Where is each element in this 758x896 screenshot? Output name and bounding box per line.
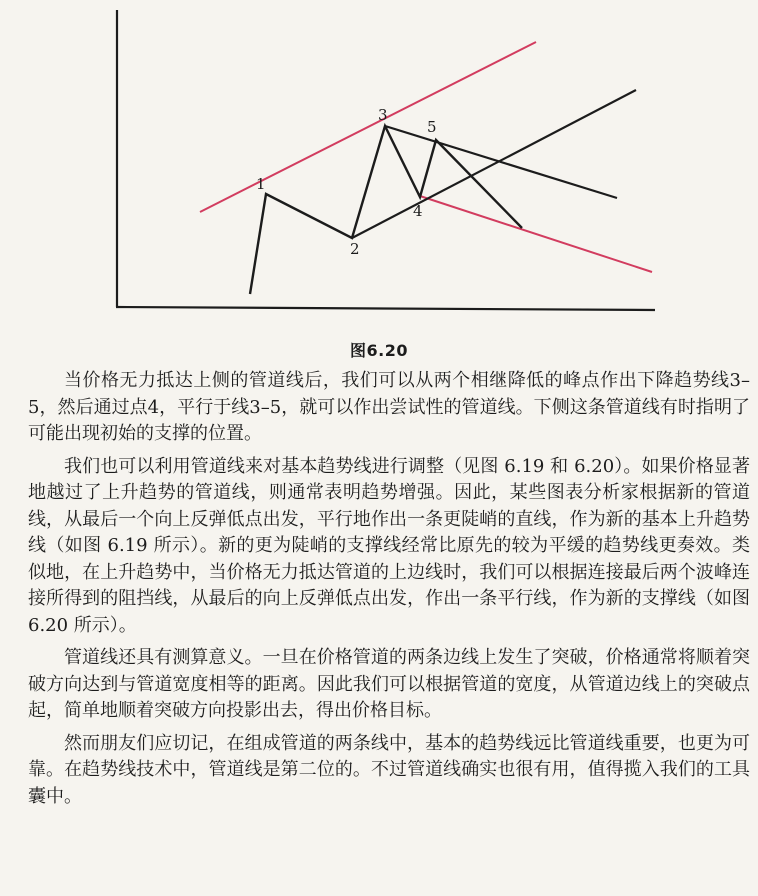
point-label-2: 2 (350, 240, 360, 258)
point-label-1: 1 (256, 175, 266, 193)
lower-channel-line (420, 196, 652, 272)
point-label-5: 5 (427, 118, 437, 136)
paragraph: 当价格无力抵达上侧的管道线后，我们可以从两个相继降低的峰点作出下降趋势线3–5，然后通过点4，平行于线3–5，就可以作出尝试性的管道线。下侧这条管道线有时指明了可能出现初始的支撑的位置。 (28, 370, 750, 444)
x-axis (116, 307, 655, 310)
paragraph: 管道线还具有测算意义。一旦在价格管道的两条边线上发生了突破，价格通常将顺着突破方向达到与管道宽度相等的距离。因此我们可以根据管道的宽度，从管道边线上的突破点起，简单地顺着突破方向投影出去，得出价格目标。 (28, 647, 750, 721)
down-trend-line-3-5 (385, 126, 617, 198)
channel-line-figure (0, 0, 758, 340)
price-path (250, 126, 522, 294)
body-text (28, 368, 750, 810)
figure-caption: 图6.20 (350, 341, 408, 360)
point-label-4: 4 (413, 202, 423, 220)
paragraph: 我们也可以利用管道线来对基本趋势线进行调整（见图 6.19 和 6.20）。如果价格显著地越过了上升趋势的管道线，则通常表明趋势增强。因此，某些图表分析家根据新的管道线，从最后一个向上反弹低点出发，平行地作出一条更陡峭的直线，作为新的基本上升趋势线（如图 6.19 所示）。新的更为陡峭的支撑线经常比原先的较为平缓的趋势线更奏效。类似地，在上升趋势中，当价格无力抵达管道的上边线时，我们可以根据连接最后两个波峰连接所得到的阻挡线，从最后的向上反弹低点出发，作出一条平行线，作为新的支撑线（如图 6.20 所示）。 (28, 455, 750, 636)
trend-line (352, 90, 636, 238)
paragraph: 然而朋友们应切记，在组成管道的两条线中，基本的趋势线远比管道线重要，也更为可靠。在趋势线技术中，管道线是第二位的。不过管道线确实也很有用，值得揽入我们的工具囊中。 (28, 732, 750, 807)
point-label-3: 3 (378, 106, 388, 124)
